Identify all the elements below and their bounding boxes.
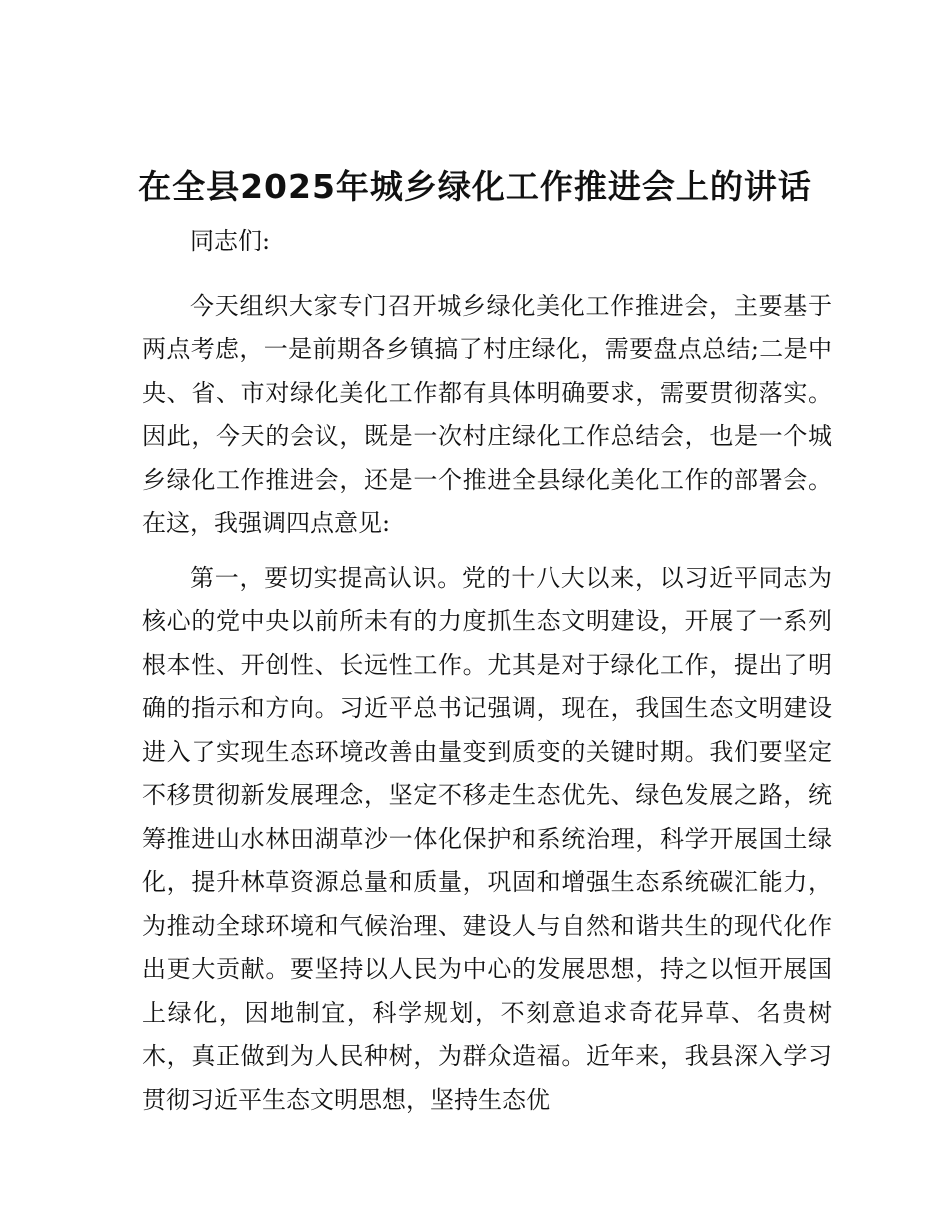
document-title: 在全县2025年城乡绿化工作推进会上的讲话 [138,167,812,206]
paragraph-first-point: 第一，要切实提高认识。党的十八大以来，以习近平同志为核心的党中央以前所未有的力度抓生态文明建设，开展了一系列根本性、开创性、长远性工作。尤其是对于绿化工作，提出了明确的指示和方向。习近平总书记强调，现在，我国生态文明建设进入了实现生态环境改善由量变到质变的关键时期。我们要坚定不移贯彻新发展理念，坚定不移走生态优先、绿色发展之路，统筹推进山水林田湖草沙一体化保护和系统治理，科学开展国土绿化，提升林草资源总量和质量，巩固和增强生态系统碳汇能力，为推动全球环境和气候治理、建设人与自然和谐共生的现代化作出更大贡献。要坚持以人民为中心的发展思想，持之以恒开展国上绿化，因地制宜，科学规划，不刻意追求奇花异草、名贵树木，真正做到为人民种树，为群众造福。近年来，我县深入学习贯彻习近平生态文明思想，坚持生态优 [142,563,832,1114]
paragraph-intro: 今天组织大家专门召开城乡绿化美化工作推进会，主要基于两点考虑，一是前期各乡镇搞了村庄绿化，需要盘点总结;二是中央、省、市对绿化美化工作都有具体明确要求，需要贯彻落实。因此，今天的会议，既是一次村庄绿化工作总结会，也是一个城乡绿化工作推进会，还是一个推进全县绿化美化工作的部署会。在这，我强调四点意见: [142,291,832,537]
document-body [142,220,832,1133]
salutation: 同志们: [190,227,271,255]
